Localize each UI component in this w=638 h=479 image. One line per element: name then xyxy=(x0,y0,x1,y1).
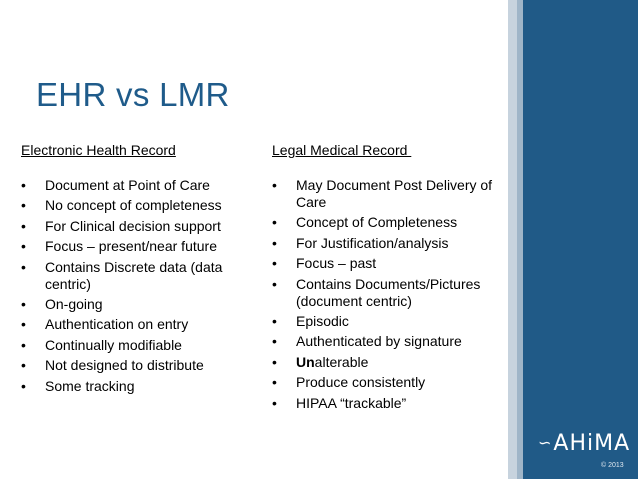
bullet-icon: • xyxy=(21,217,26,234)
ehr-item xyxy=(21,337,241,354)
lmr-item-text: Produce consistently xyxy=(296,374,426,391)
ehr-item-text: Authentication on entry xyxy=(45,316,189,333)
ehr-item xyxy=(21,177,241,194)
bullet-icon: • xyxy=(272,312,277,329)
bullet-icon: • xyxy=(21,295,26,312)
lmr-item xyxy=(272,214,508,231)
logo-swoosh-icon: ∽ xyxy=(538,433,553,452)
bullet-icon: • xyxy=(21,177,26,193)
lmr-item xyxy=(272,313,508,330)
lmr-item xyxy=(272,354,508,371)
lmr-item xyxy=(272,255,508,272)
bullet-icon: • xyxy=(21,316,26,333)
bullet-icon: • xyxy=(272,234,277,251)
ehr-item-text: Focus – present/near future xyxy=(45,238,217,255)
bullet-icon: • xyxy=(21,258,26,275)
bullet-icon: • xyxy=(21,357,26,374)
ehr-item-text: Not designed to distribute xyxy=(45,357,204,374)
lmr-column xyxy=(272,142,508,415)
lmr-item xyxy=(272,276,508,310)
bullet-icon: • xyxy=(272,275,277,292)
lmr-item-text: HIPAA “trackable” xyxy=(296,394,407,411)
lmr-heading: Legal Medical Record xyxy=(272,142,412,158)
lmr-item-text: Episodic xyxy=(296,312,349,329)
ehr-item-text: Document at Point of Care xyxy=(45,177,210,193)
ehr-item-text: No concept of completeness xyxy=(45,197,222,214)
ahima-logo xyxy=(538,431,630,456)
ehr-item xyxy=(21,238,241,255)
lmr-item-text: Focus – past xyxy=(296,255,377,272)
lmr-item xyxy=(272,374,508,391)
side-panel xyxy=(523,0,638,479)
lmr-item-emphasis: Un xyxy=(296,353,315,370)
lmr-bullet-list xyxy=(272,177,508,412)
lmr-item xyxy=(272,177,508,211)
bullet-icon: • xyxy=(272,177,277,193)
ehr-item-text: For Clinical decision support xyxy=(45,217,221,234)
ehr-item-text: Contains Discrete data (data centric) xyxy=(45,258,223,292)
ehr-column xyxy=(21,142,241,398)
decorative-stripe-light xyxy=(508,0,517,479)
slide-title: EHR vs LMR xyxy=(36,76,230,113)
bullet-icon: • xyxy=(272,374,277,391)
bullet-icon: • xyxy=(272,255,277,272)
bullet-icon: • xyxy=(272,214,277,231)
ehr-bullet-list xyxy=(21,177,241,395)
ehr-heading: Electronic Health Record xyxy=(21,142,176,158)
ehr-item xyxy=(21,316,241,333)
lmr-item-text: Authenticated by signature xyxy=(296,333,462,350)
copyright-notice: © 2013 xyxy=(601,462,624,469)
bullet-icon: • xyxy=(272,333,277,350)
ehr-item xyxy=(21,218,241,235)
lmr-item xyxy=(272,333,508,350)
lmr-item-text: For Justification/analysis xyxy=(296,234,449,251)
ehr-item xyxy=(21,197,241,214)
bullet-icon: • xyxy=(21,377,26,394)
lmr-item-text: alterable xyxy=(314,353,369,370)
ehr-item-text: Continually modifiable xyxy=(45,336,182,353)
lmr-item-text: Contains Documents/Pictures (document centric) xyxy=(296,275,481,309)
lmr-item xyxy=(272,235,508,252)
ehr-item-text: On-going xyxy=(45,295,103,312)
ehr-item xyxy=(21,378,241,395)
bullet-icon: • xyxy=(272,394,277,411)
lmr-item-text: May Document Post Delivery of Care xyxy=(296,177,493,210)
ehr-item xyxy=(21,357,241,374)
bullet-icon: • xyxy=(272,353,277,370)
ehr-item-text: Some tracking xyxy=(45,377,135,394)
ehr-item xyxy=(21,259,241,293)
bullet-icon: • xyxy=(21,238,26,255)
lmr-item xyxy=(272,395,508,412)
logo-text: AHiMA xyxy=(553,431,631,456)
bullet-icon: • xyxy=(21,336,26,353)
ehr-item xyxy=(21,296,241,313)
bullet-icon: • xyxy=(21,197,26,214)
lmr-item-text: Concept of Completeness xyxy=(296,214,458,231)
